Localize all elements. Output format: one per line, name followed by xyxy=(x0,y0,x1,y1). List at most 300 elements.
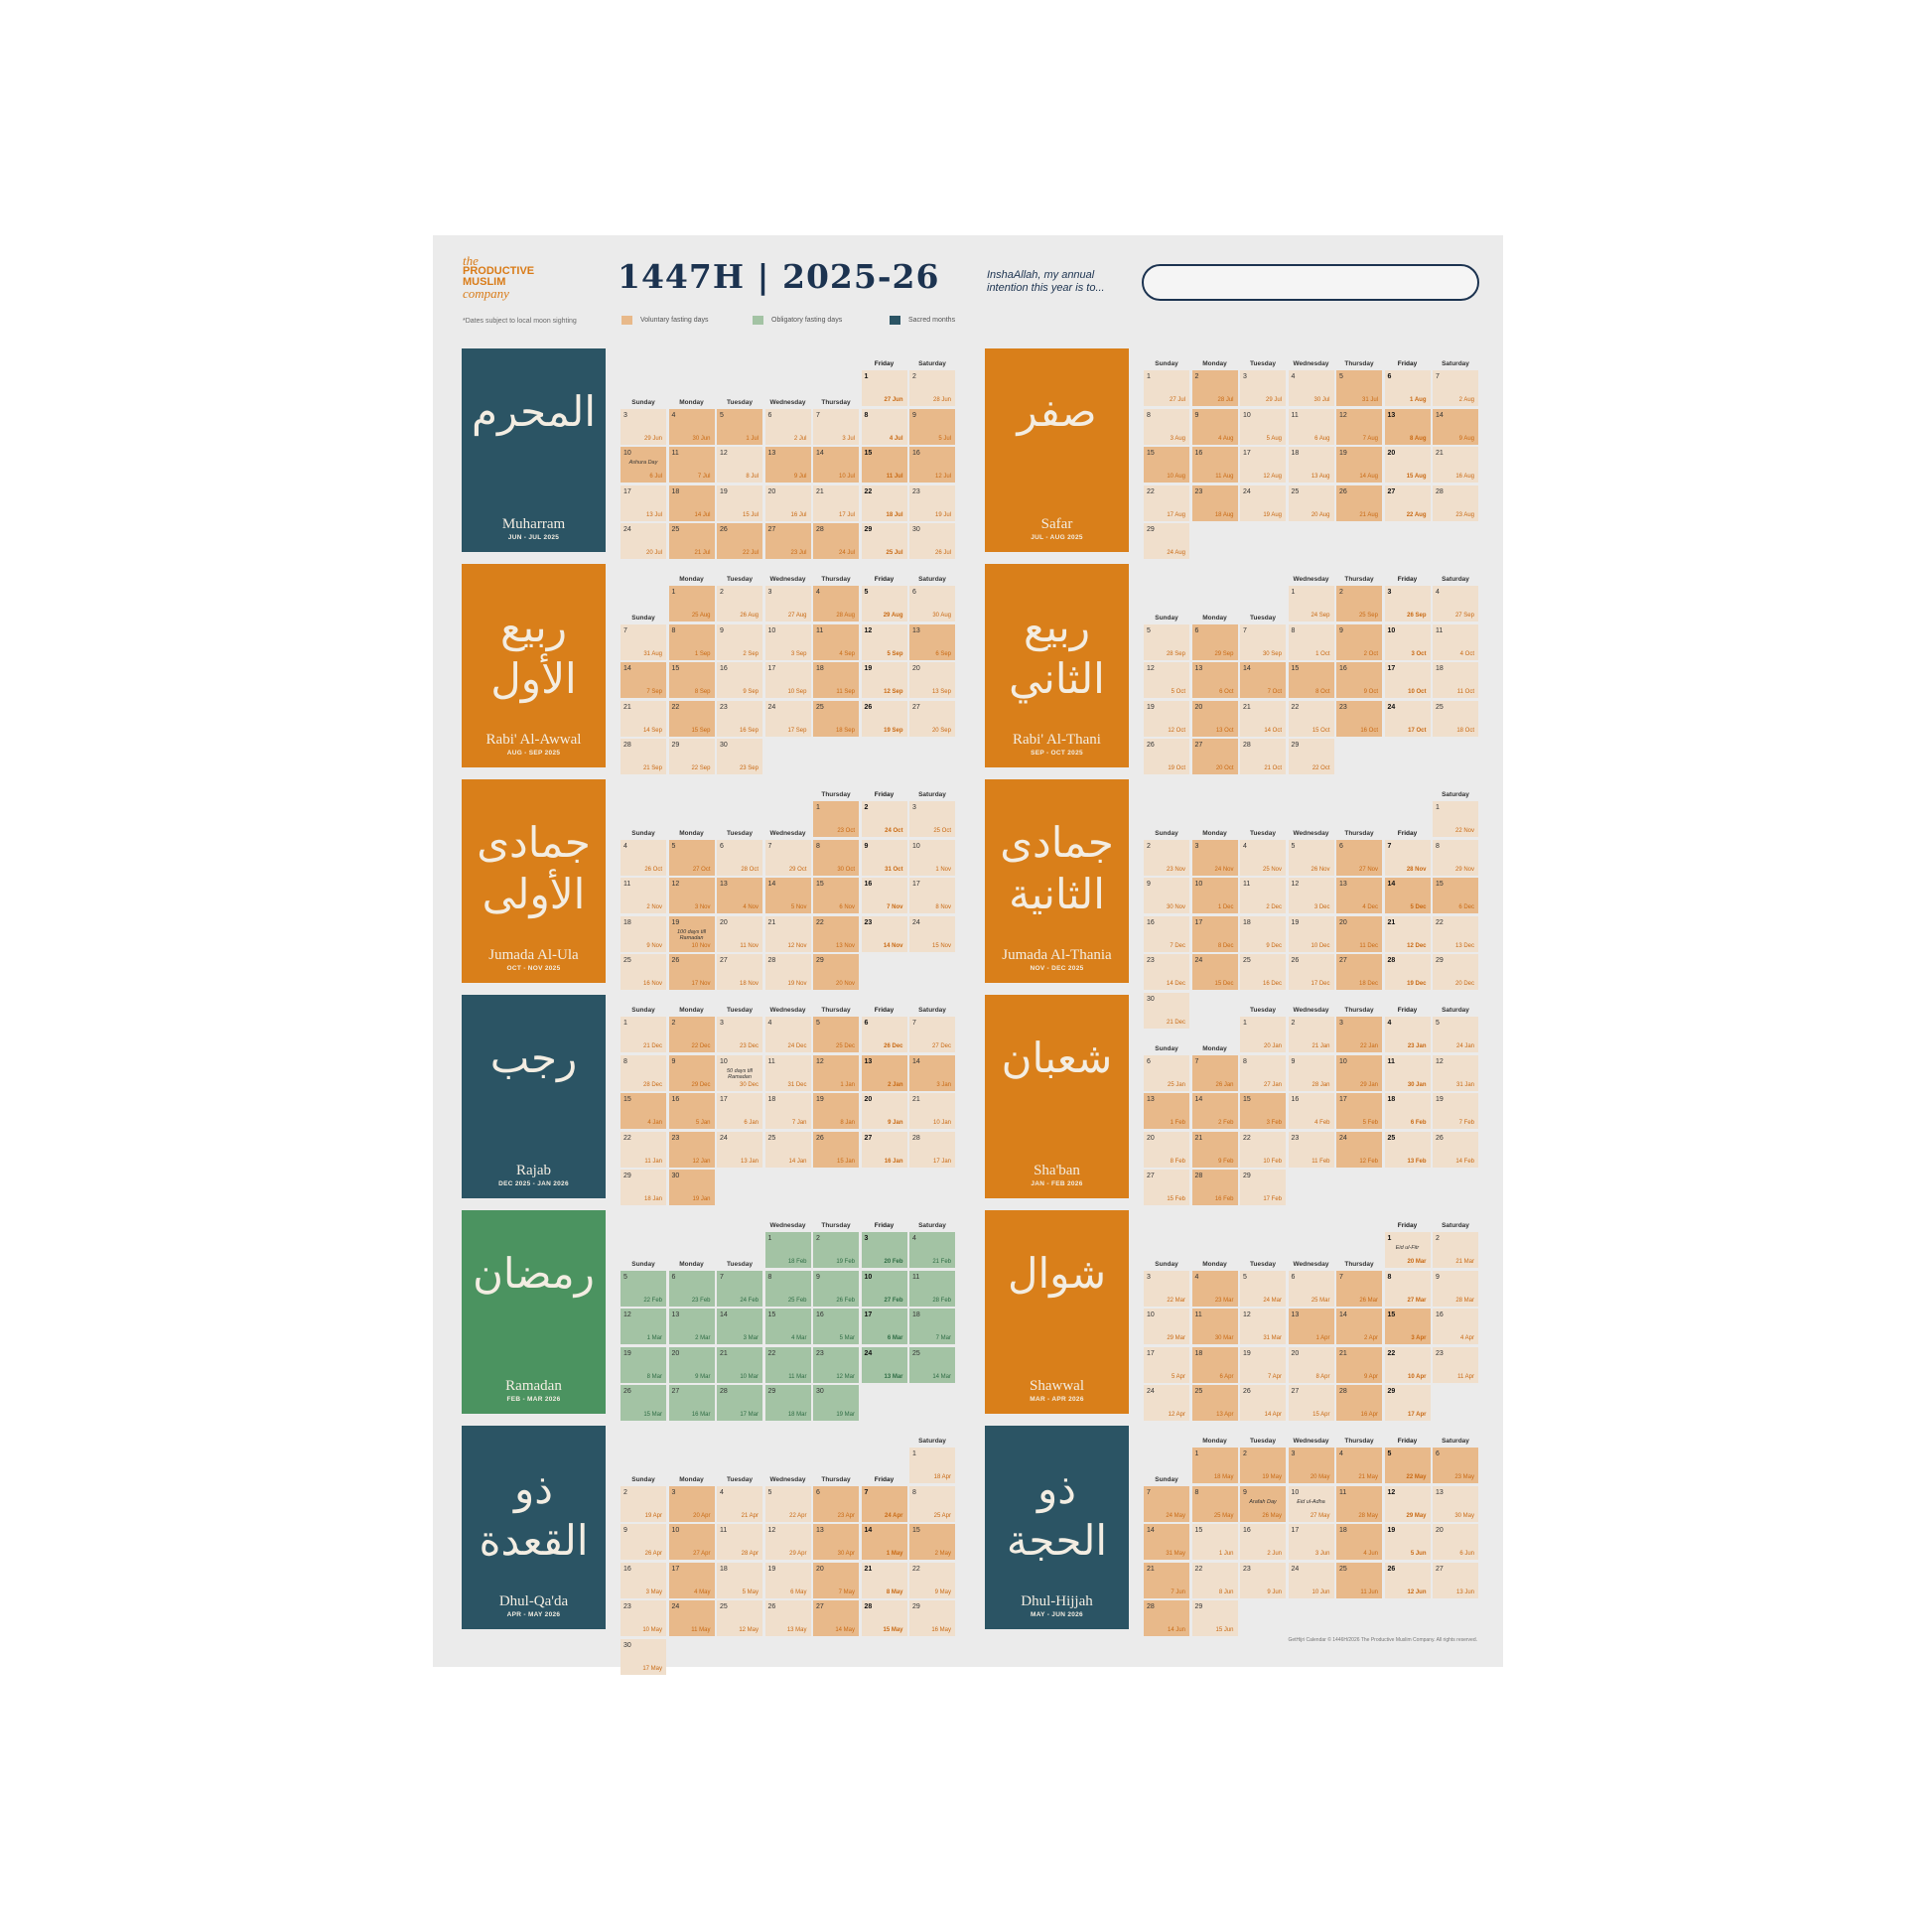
day-cell[interactable] xyxy=(1433,662,1478,698)
day-cell[interactable] xyxy=(862,1132,907,1168)
day-cell[interactable] xyxy=(813,624,859,660)
day-cell[interactable] xyxy=(909,1486,955,1522)
day-cell[interactable] xyxy=(1240,1017,1286,1052)
day-cell[interactable] xyxy=(862,1055,907,1091)
day-cell[interactable] xyxy=(1289,739,1334,774)
day-cell[interactable] xyxy=(765,485,811,521)
day-cell[interactable] xyxy=(1433,840,1478,876)
day-cell[interactable] xyxy=(669,739,715,774)
day-cell[interactable] xyxy=(909,1563,955,1598)
day-cell[interactable] xyxy=(1289,1448,1334,1483)
day-cell[interactable] xyxy=(765,1600,811,1636)
day-cell[interactable] xyxy=(1433,624,1478,660)
day-cell[interactable] xyxy=(717,1309,762,1344)
day-cell[interactable] xyxy=(813,1309,859,1344)
day-cell[interactable] xyxy=(1192,916,1238,952)
day-cell[interactable] xyxy=(1144,739,1189,774)
day-cell[interactable] xyxy=(1433,1271,1478,1307)
day-cell[interactable] xyxy=(1289,1385,1334,1421)
day-cell[interactable] xyxy=(765,1385,811,1421)
day-cell[interactable] xyxy=(1433,485,1478,521)
day-cell[interactable] xyxy=(1192,370,1238,406)
day-cell[interactable] xyxy=(813,1232,859,1268)
day-cell[interactable] xyxy=(765,523,811,559)
day-cell[interactable] xyxy=(765,447,811,483)
day-cell[interactable] xyxy=(621,701,666,737)
day-cell[interactable] xyxy=(862,1017,907,1052)
day-cell[interactable] xyxy=(1433,586,1478,621)
day-cell[interactable] xyxy=(621,1017,666,1052)
day-cell[interactable] xyxy=(1144,485,1189,521)
day-cell[interactable] xyxy=(862,1347,907,1383)
day-cell[interactable] xyxy=(1144,1600,1189,1636)
day-cell[interactable] xyxy=(765,701,811,737)
day-cell[interactable] xyxy=(1433,370,1478,406)
day-cell[interactable] xyxy=(1385,370,1431,406)
day-cell[interactable] xyxy=(813,662,859,698)
day-cell[interactable] xyxy=(1144,447,1189,483)
day-cell[interactable] xyxy=(621,1486,666,1522)
day-cell[interactable] xyxy=(1336,840,1382,876)
day-cell[interactable] xyxy=(909,1093,955,1129)
day-cell[interactable] xyxy=(1336,1347,1382,1383)
day-cell[interactable] xyxy=(1289,954,1334,990)
day-cell[interactable] xyxy=(765,586,811,621)
day-cell[interactable] xyxy=(862,1600,907,1636)
day-cell[interactable] xyxy=(1144,1093,1189,1129)
day-cell[interactable] xyxy=(1433,801,1478,837)
day-cell[interactable] xyxy=(1385,1309,1431,1344)
day-cell[interactable] xyxy=(1336,1486,1382,1522)
day-cell[interactable] xyxy=(1144,1309,1189,1344)
day-cell[interactable] xyxy=(1289,1486,1334,1522)
day-cell[interactable] xyxy=(1144,1347,1189,1383)
day-cell[interactable] xyxy=(669,1093,715,1129)
day-cell[interactable] xyxy=(813,1271,859,1307)
day-cell[interactable] xyxy=(765,840,811,876)
day-cell[interactable] xyxy=(669,701,715,737)
day-cell[interactable] xyxy=(765,1524,811,1560)
day-cell[interactable] xyxy=(1192,739,1238,774)
day-cell[interactable] xyxy=(1144,662,1189,698)
day-cell[interactable] xyxy=(1289,1055,1334,1091)
day-cell[interactable] xyxy=(717,1271,762,1307)
day-cell[interactable] xyxy=(1433,1232,1478,1268)
day-cell[interactable] xyxy=(1144,954,1189,990)
day-cell[interactable] xyxy=(1433,916,1478,952)
day-cell[interactable] xyxy=(1240,1093,1286,1129)
day-cell[interactable] xyxy=(1192,1563,1238,1598)
day-cell[interactable] xyxy=(1240,409,1286,445)
day-cell[interactable] xyxy=(1385,1563,1431,1598)
day-cell[interactable] xyxy=(717,1055,762,1091)
day-cell[interactable] xyxy=(669,1170,715,1205)
day-cell[interactable] xyxy=(717,1347,762,1383)
day-cell[interactable] xyxy=(1144,370,1189,406)
day-cell[interactable] xyxy=(909,409,955,445)
day-cell[interactable] xyxy=(813,1093,859,1129)
day-cell[interactable] xyxy=(1289,586,1334,621)
day-cell[interactable] xyxy=(621,1055,666,1091)
day-cell[interactable] xyxy=(1336,954,1382,990)
day-cell[interactable] xyxy=(1289,916,1334,952)
day-cell[interactable] xyxy=(909,1524,955,1560)
day-cell[interactable] xyxy=(621,878,666,913)
day-cell[interactable] xyxy=(1240,370,1286,406)
day-cell[interactable] xyxy=(621,409,666,445)
day-cell[interactable] xyxy=(765,624,811,660)
day-cell[interactable] xyxy=(669,1347,715,1383)
day-cell[interactable] xyxy=(1240,840,1286,876)
day-cell[interactable] xyxy=(909,662,955,698)
day-cell[interactable] xyxy=(1385,409,1431,445)
day-cell[interactable] xyxy=(669,624,715,660)
day-cell[interactable] xyxy=(1385,1017,1431,1052)
day-cell[interactable] xyxy=(813,1563,859,1598)
day-cell[interactable] xyxy=(621,1385,666,1421)
day-cell[interactable] xyxy=(909,523,955,559)
day-cell[interactable] xyxy=(1433,1347,1478,1383)
day-cell[interactable] xyxy=(813,485,859,521)
day-cell[interactable] xyxy=(1144,1486,1189,1522)
day-cell[interactable] xyxy=(1144,840,1189,876)
day-cell[interactable] xyxy=(717,1600,762,1636)
day-cell[interactable] xyxy=(813,1486,859,1522)
day-cell[interactable] xyxy=(1192,1347,1238,1383)
day-cell[interactable] xyxy=(621,1639,666,1675)
day-cell[interactable] xyxy=(621,662,666,698)
day-cell[interactable] xyxy=(1192,1271,1238,1307)
day-cell[interactable] xyxy=(1240,1385,1286,1421)
day-cell[interactable] xyxy=(862,523,907,559)
day-cell[interactable] xyxy=(1385,1232,1431,1268)
day-cell[interactable] xyxy=(765,1132,811,1168)
day-cell[interactable] xyxy=(1385,1448,1431,1483)
day-cell[interactable] xyxy=(1192,1524,1238,1560)
day-cell[interactable] xyxy=(1336,701,1382,737)
day-cell[interactable] xyxy=(717,586,762,621)
day-cell[interactable] xyxy=(765,1093,811,1129)
day-cell[interactable] xyxy=(1144,409,1189,445)
day-cell[interactable] xyxy=(765,1309,811,1344)
day-cell[interactable] xyxy=(765,954,811,990)
day-cell[interactable] xyxy=(1289,1347,1334,1383)
day-cell[interactable] xyxy=(1336,409,1382,445)
day-cell[interactable] xyxy=(1240,447,1286,483)
day-cell[interactable] xyxy=(1192,701,1238,737)
day-cell[interactable] xyxy=(1336,1385,1382,1421)
day-cell[interactable] xyxy=(1433,447,1478,483)
day-cell[interactable] xyxy=(1385,586,1431,621)
day-cell[interactable] xyxy=(1192,954,1238,990)
day-cell[interactable] xyxy=(669,840,715,876)
day-cell[interactable] xyxy=(1433,701,1478,737)
day-cell[interactable] xyxy=(909,1271,955,1307)
day-cell[interactable] xyxy=(1192,1132,1238,1168)
day-cell[interactable] xyxy=(862,1232,907,1268)
day-cell[interactable] xyxy=(909,701,955,737)
day-cell[interactable] xyxy=(813,840,859,876)
day-cell[interactable] xyxy=(1385,485,1431,521)
day-cell[interactable] xyxy=(765,1017,811,1052)
day-cell[interactable] xyxy=(813,409,859,445)
day-cell[interactable] xyxy=(1240,1563,1286,1598)
day-cell[interactable] xyxy=(1385,1347,1431,1383)
day-cell[interactable] xyxy=(717,447,762,483)
day-cell[interactable] xyxy=(909,485,955,521)
day-cell[interactable] xyxy=(1192,485,1238,521)
day-cell[interactable] xyxy=(1240,1524,1286,1560)
day-cell[interactable] xyxy=(1336,1132,1382,1168)
day-cell[interactable] xyxy=(862,878,907,913)
day-cell[interactable] xyxy=(1240,1132,1286,1168)
day-cell[interactable] xyxy=(1385,1271,1431,1307)
day-cell[interactable] xyxy=(1240,662,1286,698)
day-cell[interactable] xyxy=(621,916,666,952)
day-cell[interactable] xyxy=(862,1271,907,1307)
day-cell[interactable] xyxy=(909,1055,955,1091)
day-cell[interactable] xyxy=(1240,1486,1286,1522)
day-cell[interactable] xyxy=(717,916,762,952)
day-cell[interactable] xyxy=(1385,1524,1431,1560)
day-cell[interactable] xyxy=(765,409,811,445)
day-cell[interactable] xyxy=(862,840,907,876)
day-cell[interactable] xyxy=(909,1132,955,1168)
day-cell[interactable] xyxy=(1336,370,1382,406)
day-cell[interactable] xyxy=(669,662,715,698)
day-cell[interactable] xyxy=(669,954,715,990)
day-cell[interactable] xyxy=(813,916,859,952)
day-cell[interactable] xyxy=(1385,624,1431,660)
day-cell[interactable] xyxy=(1144,1524,1189,1560)
day-cell[interactable] xyxy=(813,1524,859,1560)
day-cell[interactable] xyxy=(813,701,859,737)
day-cell[interactable] xyxy=(813,586,859,621)
day-cell[interactable] xyxy=(1433,1055,1478,1091)
day-cell[interactable] xyxy=(1336,878,1382,913)
day-cell[interactable] xyxy=(717,1524,762,1560)
day-cell[interactable] xyxy=(862,1309,907,1344)
day-cell[interactable] xyxy=(669,485,715,521)
day-cell[interactable] xyxy=(621,1524,666,1560)
day-cell[interactable] xyxy=(1336,1524,1382,1560)
day-cell[interactable] xyxy=(1144,916,1189,952)
day-cell[interactable] xyxy=(621,1271,666,1307)
day-cell[interactable] xyxy=(1433,1486,1478,1522)
day-cell[interactable] xyxy=(909,1017,955,1052)
day-cell[interactable] xyxy=(765,1232,811,1268)
day-cell[interactable] xyxy=(1289,878,1334,913)
day-cell[interactable] xyxy=(669,1524,715,1560)
day-cell[interactable] xyxy=(1144,1385,1189,1421)
day-cell[interactable] xyxy=(862,1563,907,1598)
day-cell[interactable] xyxy=(717,1486,762,1522)
day-cell[interactable] xyxy=(765,1486,811,1522)
day-cell[interactable] xyxy=(862,447,907,483)
day-cell[interactable] xyxy=(1336,1093,1382,1129)
day-cell[interactable] xyxy=(717,662,762,698)
day-cell[interactable] xyxy=(909,447,955,483)
day-cell[interactable] xyxy=(1289,1132,1334,1168)
day-cell[interactable] xyxy=(621,1563,666,1598)
day-cell[interactable] xyxy=(909,878,955,913)
day-cell[interactable] xyxy=(1240,878,1286,913)
day-cell[interactable] xyxy=(1385,878,1431,913)
day-cell[interactable] xyxy=(717,1132,762,1168)
day-cell[interactable] xyxy=(717,523,762,559)
day-cell[interactable] xyxy=(1336,1017,1382,1052)
day-cell[interactable] xyxy=(1240,701,1286,737)
day-cell[interactable] xyxy=(1433,1132,1478,1168)
day-cell[interactable] xyxy=(669,447,715,483)
day-cell[interactable] xyxy=(1289,1093,1334,1129)
day-cell[interactable] xyxy=(1385,954,1431,990)
day-cell[interactable] xyxy=(813,954,859,990)
day-cell[interactable] xyxy=(909,624,955,660)
day-cell[interactable] xyxy=(717,1385,762,1421)
day-cell[interactable] xyxy=(765,1563,811,1598)
day-cell[interactable] xyxy=(621,1093,666,1129)
day-cell[interactable] xyxy=(621,954,666,990)
day-cell[interactable] xyxy=(1336,586,1382,621)
day-cell[interactable] xyxy=(909,840,955,876)
day-cell[interactable] xyxy=(813,1017,859,1052)
day-cell[interactable] xyxy=(1336,1448,1382,1483)
day-cell[interactable] xyxy=(862,586,907,621)
day-cell[interactable] xyxy=(669,1055,715,1091)
day-cell[interactable] xyxy=(1433,1448,1478,1483)
day-cell[interactable] xyxy=(1240,1347,1286,1383)
day-cell[interactable] xyxy=(1433,1017,1478,1052)
day-cell[interactable] xyxy=(1192,1448,1238,1483)
day-cell[interactable] xyxy=(1289,370,1334,406)
day-cell[interactable] xyxy=(717,485,762,521)
day-cell[interactable] xyxy=(1433,878,1478,913)
day-cell[interactable] xyxy=(909,801,955,837)
day-cell[interactable] xyxy=(1192,1170,1238,1205)
day-cell[interactable] xyxy=(1336,662,1382,698)
day-cell[interactable] xyxy=(621,485,666,521)
day-cell[interactable] xyxy=(1336,916,1382,952)
day-cell[interactable] xyxy=(909,1232,955,1268)
day-cell[interactable] xyxy=(909,1448,955,1483)
day-cell[interactable] xyxy=(621,739,666,774)
day-cell[interactable] xyxy=(1144,1563,1189,1598)
day-cell[interactable] xyxy=(621,1132,666,1168)
day-cell[interactable] xyxy=(862,624,907,660)
day-cell[interactable] xyxy=(909,1347,955,1383)
day-cell[interactable] xyxy=(669,916,715,952)
day-cell[interactable] xyxy=(669,409,715,445)
day-cell[interactable] xyxy=(621,1600,666,1636)
day-cell[interactable] xyxy=(1192,1093,1238,1129)
day-cell[interactable] xyxy=(765,1347,811,1383)
day-cell[interactable] xyxy=(1385,1055,1431,1091)
day-cell[interactable] xyxy=(909,586,955,621)
day-cell[interactable] xyxy=(1192,840,1238,876)
day-cell[interactable] xyxy=(1336,1563,1382,1598)
day-cell[interactable] xyxy=(813,801,859,837)
day-cell[interactable] xyxy=(1385,662,1431,698)
day-cell[interactable] xyxy=(813,1600,859,1636)
day-cell[interactable] xyxy=(669,878,715,913)
day-cell[interactable] xyxy=(1144,523,1189,559)
day-cell[interactable] xyxy=(1192,662,1238,698)
day-cell[interactable] xyxy=(669,586,715,621)
day-cell[interactable] xyxy=(1289,701,1334,737)
day-cell[interactable] xyxy=(1433,1309,1478,1344)
day-cell[interactable] xyxy=(1240,1309,1286,1344)
day-cell[interactable] xyxy=(669,1309,715,1344)
day-cell[interactable] xyxy=(669,1600,715,1636)
day-cell[interactable] xyxy=(862,370,907,406)
day-cell[interactable] xyxy=(862,662,907,698)
day-cell[interactable] xyxy=(1192,1600,1238,1636)
day-cell[interactable] xyxy=(717,840,762,876)
day-cell[interactable] xyxy=(1144,701,1189,737)
day-cell[interactable] xyxy=(1240,954,1286,990)
day-cell[interactable] xyxy=(1192,1055,1238,1091)
day-cell[interactable] xyxy=(909,1309,955,1344)
day-cell[interactable] xyxy=(1192,1385,1238,1421)
day-cell[interactable] xyxy=(1240,1448,1286,1483)
day-cell[interactable] xyxy=(621,840,666,876)
day-cell[interactable] xyxy=(1289,1524,1334,1560)
day-cell[interactable] xyxy=(862,1524,907,1560)
day-cell[interactable] xyxy=(1385,447,1431,483)
day-cell[interactable] xyxy=(669,1017,715,1052)
day-cell[interactable] xyxy=(765,1055,811,1091)
day-cell[interactable] xyxy=(909,370,955,406)
day-cell[interactable] xyxy=(1433,954,1478,990)
day-cell[interactable] xyxy=(1240,1055,1286,1091)
day-cell[interactable] xyxy=(765,662,811,698)
day-cell[interactable] xyxy=(621,1170,666,1205)
day-cell[interactable] xyxy=(862,485,907,521)
day-cell[interactable] xyxy=(765,916,811,952)
day-cell[interactable] xyxy=(1192,409,1238,445)
day-cell[interactable] xyxy=(813,523,859,559)
day-cell[interactable] xyxy=(1336,1309,1382,1344)
day-cell[interactable] xyxy=(813,1347,859,1383)
day-cell[interactable] xyxy=(621,624,666,660)
day-cell[interactable] xyxy=(1144,624,1189,660)
day-cell[interactable] xyxy=(813,1385,859,1421)
day-cell[interactable] xyxy=(1385,840,1431,876)
day-cell[interactable] xyxy=(717,1093,762,1129)
day-cell[interactable] xyxy=(909,916,955,952)
day-cell[interactable] xyxy=(1192,624,1238,660)
day-cell[interactable] xyxy=(1240,1271,1286,1307)
day-cell[interactable] xyxy=(1336,624,1382,660)
day-cell[interactable] xyxy=(862,801,907,837)
day-cell[interactable] xyxy=(669,523,715,559)
day-cell[interactable] xyxy=(909,1600,955,1636)
day-cell[interactable] xyxy=(669,1486,715,1522)
day-cell[interactable] xyxy=(1289,1309,1334,1344)
day-cell[interactable] xyxy=(1289,1563,1334,1598)
day-cell[interactable] xyxy=(1144,1055,1189,1091)
day-cell[interactable] xyxy=(765,1271,811,1307)
day-cell[interactable] xyxy=(1289,662,1334,698)
day-cell[interactable] xyxy=(862,1486,907,1522)
day-cell[interactable] xyxy=(1144,1132,1189,1168)
day-cell[interactable] xyxy=(1433,409,1478,445)
day-cell[interactable] xyxy=(862,916,907,952)
day-cell[interactable] xyxy=(717,1563,762,1598)
day-cell[interactable] xyxy=(1192,1309,1238,1344)
day-cell[interactable] xyxy=(1385,916,1431,952)
